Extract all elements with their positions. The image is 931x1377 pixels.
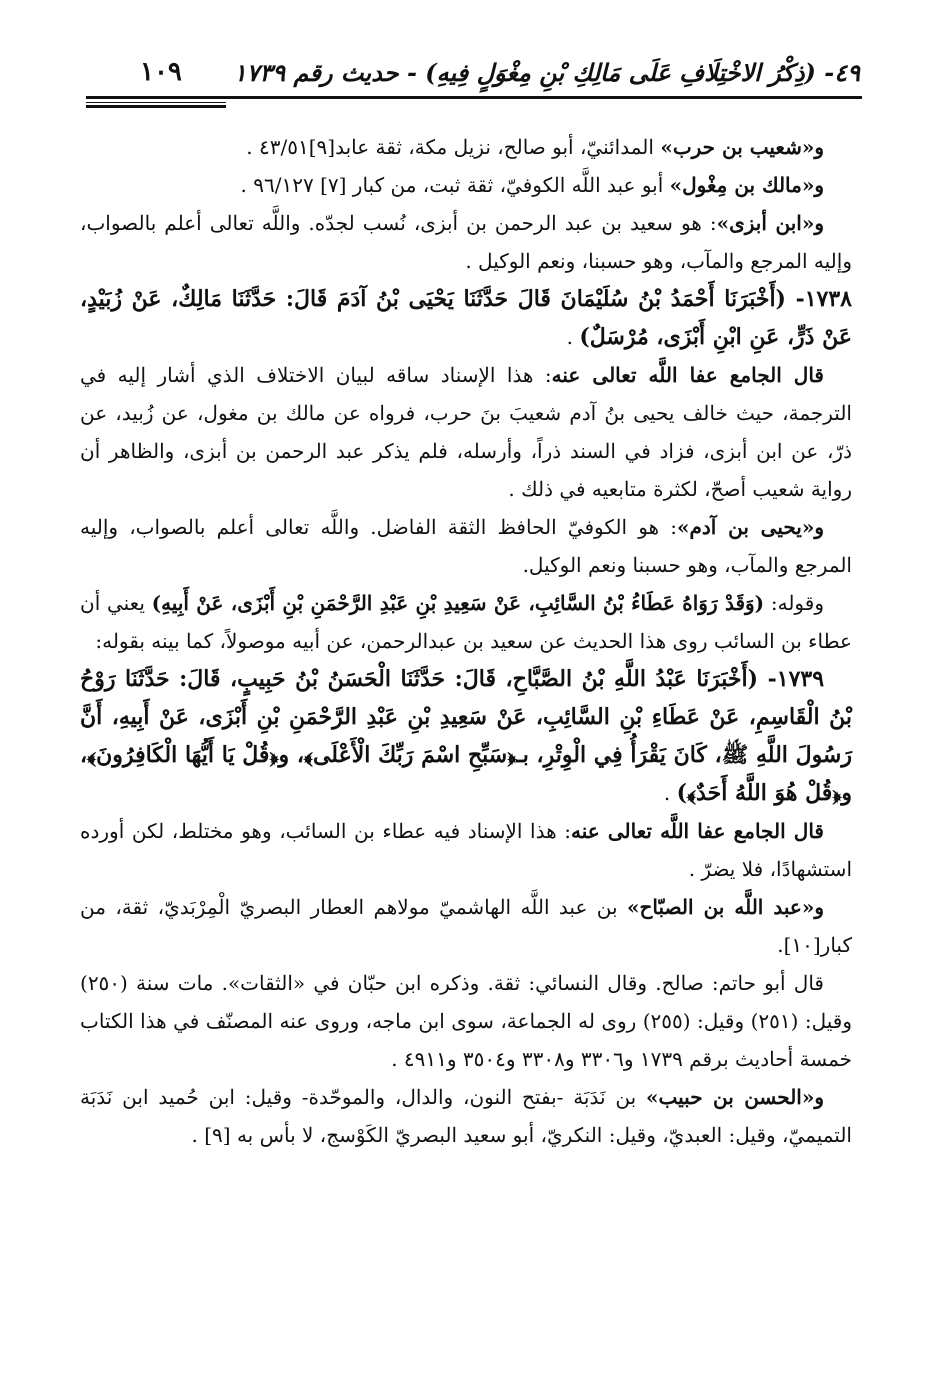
text-run: يعني أن عطاء بن السائب روى هذا الحديث عن سعيد بن عبدالرحمن، عن أبيه موصولاً، كما بينه بقوله: bbox=[80, 591, 852, 653]
header-rule-thin bbox=[86, 102, 226, 103]
page-body bbox=[80, 128, 852, 1154]
bold-text: و«يحيى بن آدم» bbox=[677, 515, 824, 539]
text-run: . bbox=[663, 781, 677, 805]
page-number: ١٠٩ bbox=[140, 57, 182, 87]
text-paragraph bbox=[80, 128, 852, 166]
text-paragraph bbox=[80, 888, 852, 964]
page-header bbox=[80, 48, 860, 96]
text-run: بن نَدَبَة -بفتح النون، والدال، والموحّدة- وقيل: ابن حُميد ابن نَدَبَة التميميّ، وقيل: العبديّ، وقيل: النكريّ، أبو سعيد البصريّ الكَوْسج، لا بأس به [٩] . bbox=[80, 1085, 852, 1147]
header-rule-thick bbox=[86, 105, 226, 108]
text-run: المدائنيّ، أبو صالح، نزيل مكة، ثقة عابد[٩]٤٣/٥١ . bbox=[246, 135, 661, 159]
bold-text: (وَقَدْ رَوَاهُ عَطَاءُ بْنُ السَّائِبِ، عَنْ سَعِيدِ بْنِ عَبْدِ الرَّحْمَنِ بْنِ أَبْزَى، عَنْ أَبِيهِ) bbox=[151, 591, 765, 615]
text-run: : هو سعيد بن عبد الرحمن بن أبزى، نُسب لجدّه. واللَّه تعالى أعلم بالصواب، وإليه المرجع والمآب، وهو حسبنا، ونعم الوكيل . bbox=[80, 211, 852, 273]
text-paragraph bbox=[80, 356, 852, 508]
bold-text: و«الحسن بن حبيب» bbox=[646, 1085, 824, 1109]
text-run: . bbox=[566, 325, 580, 349]
text-paragraph bbox=[80, 964, 852, 1078]
text-run: أبو عبد اللَّه الكوفيّ، ثقة ثبت، من كبار [٧] ٩٦/١٢٧ . bbox=[240, 173, 670, 197]
text-run: : هذا الإسناد ساقه لبيان الاختلاف الذي أشار إليه في الترجمة، حيث خالف يحيى بنُ آدم شعيبَ بنَ حرب، فرواه عن مالك بن مغول، عن زُبيد، عن ذرّ، عن ابن أبزى، فزاد في السند ذراً، وأرسله، فلم يذكر عبد الرحمن بن أبزى، والظاهر أن رواية شعيب أصحّ، لكثرة متابعيه في ذلك . bbox=[80, 363, 852, 501]
header-rule bbox=[86, 96, 862, 99]
bold-text: و«ابن أبزى» bbox=[716, 211, 825, 235]
bold-text: ١٧٣٩- (أَخْبَرَنَا عَبْدُ اللَّهِ بْنُ الصَّبَّاحِ، قَالَ: حَدَّثَنَا الْحَسَنُ بْنُ حَبِيبٍ، قَالَ: حَدَّثَنَا رَوْحُ بْنُ الْقَاسِمِ، عَنْ عَطَاءِ بْنِ السَّائِبِ، عَنْ سَعِيدِ بْنِ عَبْدِ الرَّحْمَنِ بْنِ أَبْزَى، عَنْ أَبِيهِ، أَنَّ رَسُولَ اللَّهِ ﷺ، كَانَ يَقْرَأُ فِي الْوِتْرِ، بـ﴿سَبِّحِ اسْمَ رَبِّكَ الْأَعْلَى﴾، و﴿قُلْ يَا أَيُّهَا الْكَافِرُونَ﴾، و﴿قُلْ هُوَ اللَّهُ أَحَدٌ﴾) bbox=[80, 666, 852, 806]
text-paragraph bbox=[80, 584, 852, 660]
text-run: : هو الكوفيّ الحافظ الثقة الفاضل. واللَّه تعالى أعلم بالصواب، وإليه المرجع والمآب، وهو حسبنا ونعم الوكيل. bbox=[80, 515, 852, 577]
bold-text: قال الجامع عفا اللَّه تعالى عنه bbox=[570, 819, 824, 843]
text-paragraph bbox=[80, 166, 852, 204]
bold-text: ١٧٣٨- (أَخْبَرَنَا أَحْمَدُ بْنُ سُلَيْمَانَ قَالَ حَدَّثَنَا يَحْيَى بْنُ آدَمَ قَالَ: حَدَّثَنَا مَالِكٌ، عَنْ زُبَيْدٍ، عَنْ ذَرٍّ، عَنِ ابْنِ أَبْزَى، مُرْسَلٌ) bbox=[80, 286, 852, 350]
bold-text: و«شعيب بن حرب» bbox=[660, 135, 824, 159]
hadith-paragraph bbox=[80, 280, 852, 356]
text-paragraph bbox=[80, 812, 852, 888]
text-run: وقوله: bbox=[764, 591, 824, 615]
text-paragraph bbox=[80, 508, 852, 584]
text-paragraph bbox=[80, 1078, 852, 1154]
bold-text: و«عبد اللَّه بن الصبّاح» bbox=[627, 895, 825, 919]
bold-text: و«مالك بن مِغْول» bbox=[669, 173, 824, 197]
text-run: بن عبد اللَّه الهاشميّ مولاهم العطار البصريّ الْمِرْبَديّ، ثقة، من كبار[١٠]. bbox=[80, 895, 852, 957]
bold-text: قال الجامع عفا اللَّه تعالى عنه bbox=[551, 363, 824, 387]
text-run: قال أبو حاتم: صالح. وقال النسائي: ثقة. وذكره ابن حبّان في «الثقات». مات سنة (٢٥٠) وقيل: (٢٥١) وقيل: (٢٥٥) روى له الجماعة، سوى ابن ماجه، وروى عنه المصنّف في هذا الكتاب خمسة أحاديث برقم ١٧٣٩ و٣٣٠٦ و٣٣٠٨ و٣٥٠٤ و٤٩١١ . bbox=[80, 971, 852, 1071]
text-paragraph bbox=[80, 204, 852, 280]
hadith-paragraph bbox=[80, 660, 852, 812]
running-head: ٤٩- (ذِكْرُ الاخْتِلَافِ عَلَى مَالِكِ بْنِ مِغْوَلٍ فِيهِ) - حديث رقم ١٧٣٩ bbox=[233, 57, 860, 87]
text-run: : هذا الإسناد فيه عطاء بن السائب، وهو مختلط، لكن أورده استشهادًا، فلا يضرّ . bbox=[80, 819, 852, 881]
